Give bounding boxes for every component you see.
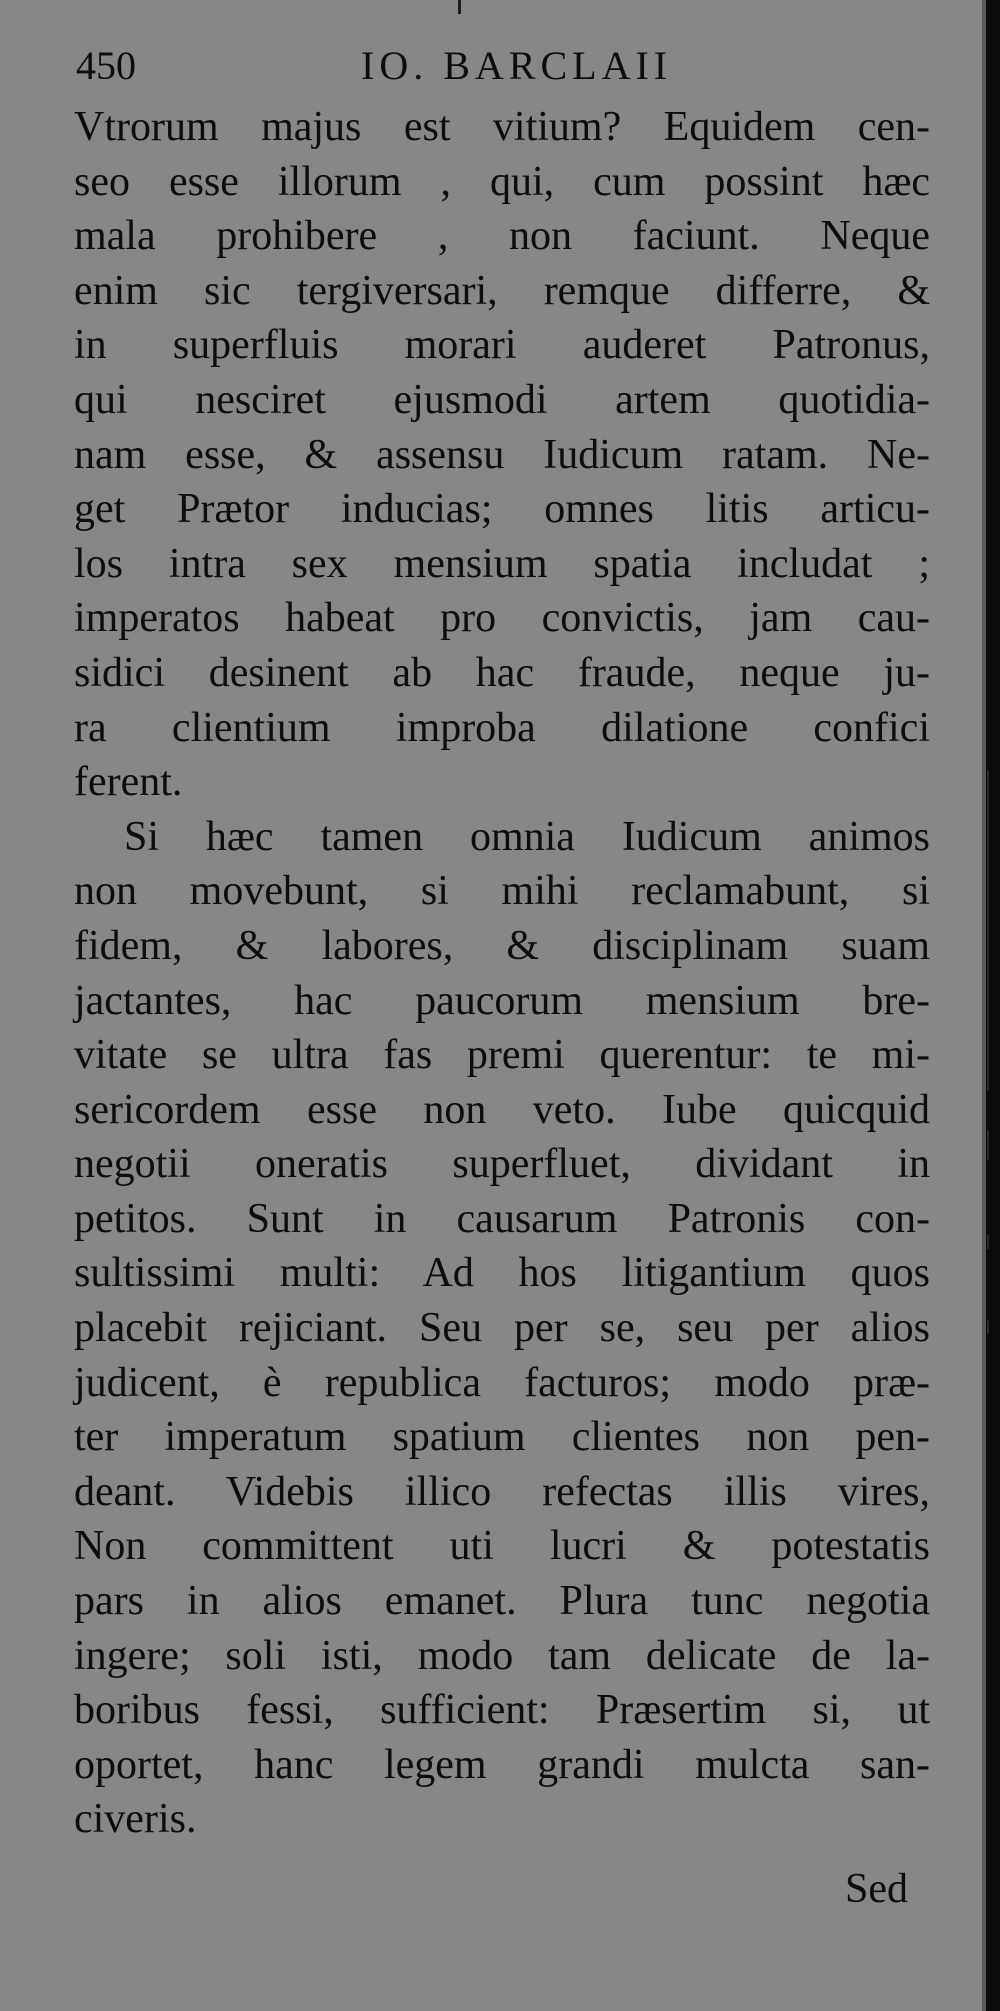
text-line: Non committent uti lucri & potestatis <box>74 1523 930 1570</box>
text-line: boribus fessi, sufficient: Præsertim si, ut <box>74 1687 930 1734</box>
binding-shadow <box>982 0 986 2011</box>
text-line: ter imperatum spatium clientes non pen- <box>74 1414 930 1461</box>
text-line: placebit rejiciant. Seu per se, seu per alios <box>74 1305 930 1352</box>
text-line: deant. Videbis illico refectas illis vires, <box>74 1468 930 1515</box>
text-line: non movebunt, si mihi reclamabunt, si <box>74 868 930 915</box>
text-line: jactantes, hac paucorum mensium bre- <box>74 977 930 1024</box>
text-line: oportet, hanc legem grandi mulcta san- <box>74 1741 930 1788</box>
text-line: judicent, è republica facturos; modo præ- <box>74 1359 930 1406</box>
margin-rule <box>987 770 989 1090</box>
text-line: in superfluis morari auderet Patronus, <box>74 322 930 369</box>
text-line: mala prohibere , non faciunt. Neque <box>74 213 930 260</box>
text-line: petitos. Sunt in causarum Patronis con- <box>74 1195 930 1242</box>
catchword: Sed <box>845 1866 908 1912</box>
text-line: ra clientium improba dilatione confici <box>74 704 930 751</box>
text-line: seo esse illorum , qui, cum possint hæc <box>74 158 930 205</box>
text-line: imperatos habeat pro convictis, jam cau- <box>74 595 930 642</box>
body-text <box>74 100 930 1847</box>
text-line: get Prætor inducias; omnes litis articu- <box>74 486 930 533</box>
paragraph-start-line: Si hæc tamen omnia Iudicum animos <box>124 813 930 860</box>
page-header <box>76 36 876 96</box>
text-line: ferent. <box>74 759 183 806</box>
margin-rule <box>987 1130 989 1160</box>
text-line: vitate se ultra fas premi querentur: te mi- <box>74 1032 930 1079</box>
text-line: qui nesciret ejusmodi artem quotidia- <box>74 376 930 423</box>
text-line: los intra sex mensium spatia includat ; <box>74 540 930 587</box>
text-line: fidem, & labores, & disciplinam suam <box>74 922 930 969</box>
text-line: sultissimi multi: Ad hos litigantium quos <box>74 1250 930 1297</box>
text-line: pars in alios emanet. Plura tunc negotia <box>74 1578 930 1625</box>
margin-rule <box>987 1320 989 1334</box>
text-line: Vtrorum majus est vitium? Equidem cen- <box>74 104 930 150</box>
margin-rule <box>987 1235 989 1249</box>
running-head: IO. BARCLAII <box>361 43 673 88</box>
text-line: sericordem esse non veto. Iube quicquid <box>74 1086 930 1133</box>
text-line: negotii oneratis superfluet, dividant in <box>74 1141 930 1188</box>
page-number: 450 <box>76 43 136 88</box>
text-line: civeris. <box>74 1796 197 1843</box>
text-line: sidici desinent ab hac fraude, neque ju- <box>74 649 930 696</box>
text-line: ingere; soli isti, modo tam delicate de la- <box>74 1632 930 1679</box>
text-line: nam esse, & assensu Iudicum ratam. Ne- <box>74 431 930 478</box>
text-line: enim sic tergiversari, remque differre, & <box>74 267 930 314</box>
top-ink-mark <box>458 0 461 14</box>
